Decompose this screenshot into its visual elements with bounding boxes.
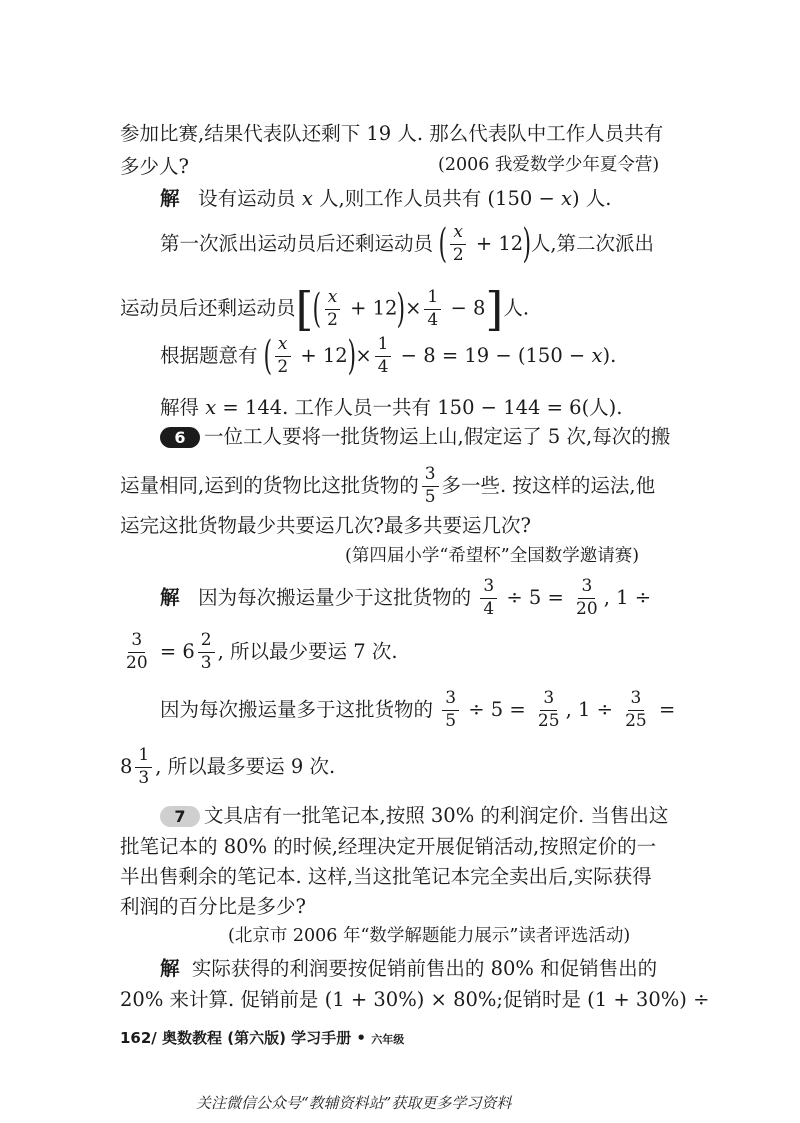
solution-line: 第一次派出运动员后还剩运动员 ( $\frac{x}{2}$ + 12)人,第二次派出 [160,221,655,268]
page-number: 162/ [120,1029,157,1047]
problem-source: (北京市 2006 年“数学解题能力展示”读者评选活动) [228,926,631,946]
solution-label: 解 [160,957,180,980]
solution-line: $\frac{3}{20}$ = 6 $\frac{2}{3}$ , 所以最少要运 7 次. [120,632,398,673]
fraction: $\frac{3}{20}$ [576,576,598,619]
solution-line: 8 $\frac{1}{3}$ , 所以最多要运 9 次. [120,745,336,788]
solution-line: 解 因为每次搬运量少于这批货物的 $\frac{3}{4}$ ÷ 5 = $\frac{3}{20}$ , 1 ÷ [160,576,652,619]
solution-line: 因为每次搬运量多于这批货物的 $\frac{3}{5}$ ÷ 5 = $\frac{3}{25}$ , 1 ÷ $\frac{3}{25}$ = [160,688,676,731]
solution-line: 解得 x = 144. 工作人员一共有 150 − 144 = 6(人). [160,396,623,419]
problem-text-line: 运完这批货物最少共要运几次?最多共要运几次? [120,514,531,537]
problem-text-line: 7 文具店有一批笔记本,按照 30% 的利润定价. 当售出这 [160,803,668,828]
fraction: $\frac{x}{2}$ [324,289,341,330]
problem-text-line: 批笔记本的 80% 的时候,经理决定开展促销活动,按照定价的一 [120,835,657,858]
fraction: $\frac{3}{5}$ [422,466,439,507]
grade-label: 六年级 [371,1033,405,1046]
fraction: $\frac{1}{4}$ [424,289,441,330]
fraction: $\frac{1}{3}$ [135,747,152,788]
problem-text-line: 6 一位工人要将一批货物运上山,假定运了 5 次,每次的搬 [160,424,670,449]
fraction: $\frac{3}{5}$ [442,690,459,731]
problem-text-line: 多少人? [120,155,189,178]
solution-line: 20% 来计算. 促销前是 (1 + 30%) × 80%;促销时是 (1 + 30%) ÷ [120,988,710,1011]
fraction: $\frac{x}{2}$ [274,336,291,377]
solution-line: 运动员后还剩运动员[( $\frac{x}{2}$ + 12)× $\frac{1}{4}$ − 8]人. [120,282,530,336]
problem-number-badge: 6 [160,427,200,448]
problem-text-line: 参加比赛,结果代表队还剩下 19 人. 那么代表队中工作人员共有 [120,122,664,145]
solution-line: 根据题意有 ( $\frac{x}{2}$ + 12)× $\frac{1}{4}$ − 8 = 19 − (150 − x). [160,333,617,380]
fraction: $\frac{x}{2}$ [450,224,467,265]
problem-source: (第四届小学“希望杯”全国数学邀请赛) [345,546,640,566]
watermark-note: 关注微信公众号“教辅资料站”获取更多学习资料 [196,1094,512,1112]
problem-source: (2006 我爱数学少年夏令营) [438,155,660,175]
fraction: $\frac{3}{25}$ [537,688,560,731]
fraction: $\frac{3}{4}$ [480,578,497,619]
page-footer [120,1029,404,1049]
fraction: $\frac{2}{3}$ [198,632,215,673]
solution-line: 解 设有运动员 x 人,则工作人员共有 (150 − x) 人. [160,187,612,210]
problem-number-badge: 7 [160,806,200,827]
solution-line: 解 实际获得的利润要按促销前售出的 80% 和促销售出的 [160,957,658,980]
book-title: 奥数教程 (第六版) 学习手册 • [162,1029,366,1047]
problem-text-line: 半出售剩余的笔记本. 这样,当这批笔记本完全卖出后,实际获得 [120,865,652,888]
fraction: $\frac{3}{25}$ [625,688,647,731]
fraction: $\frac{3}{20}$ [126,630,148,673]
solution-label: 解 [160,585,180,609]
solution-label: 解 [160,187,180,210]
problem-text-line: 运量相同,运到的货物比这批货物的 $\frac{3}{5}$ 多一些. 按这样的运法,他 [120,464,656,507]
problem-text-line: 利润的百分比是多少? [120,895,306,918]
fraction: $\frac{1}{4}$ [375,336,392,377]
